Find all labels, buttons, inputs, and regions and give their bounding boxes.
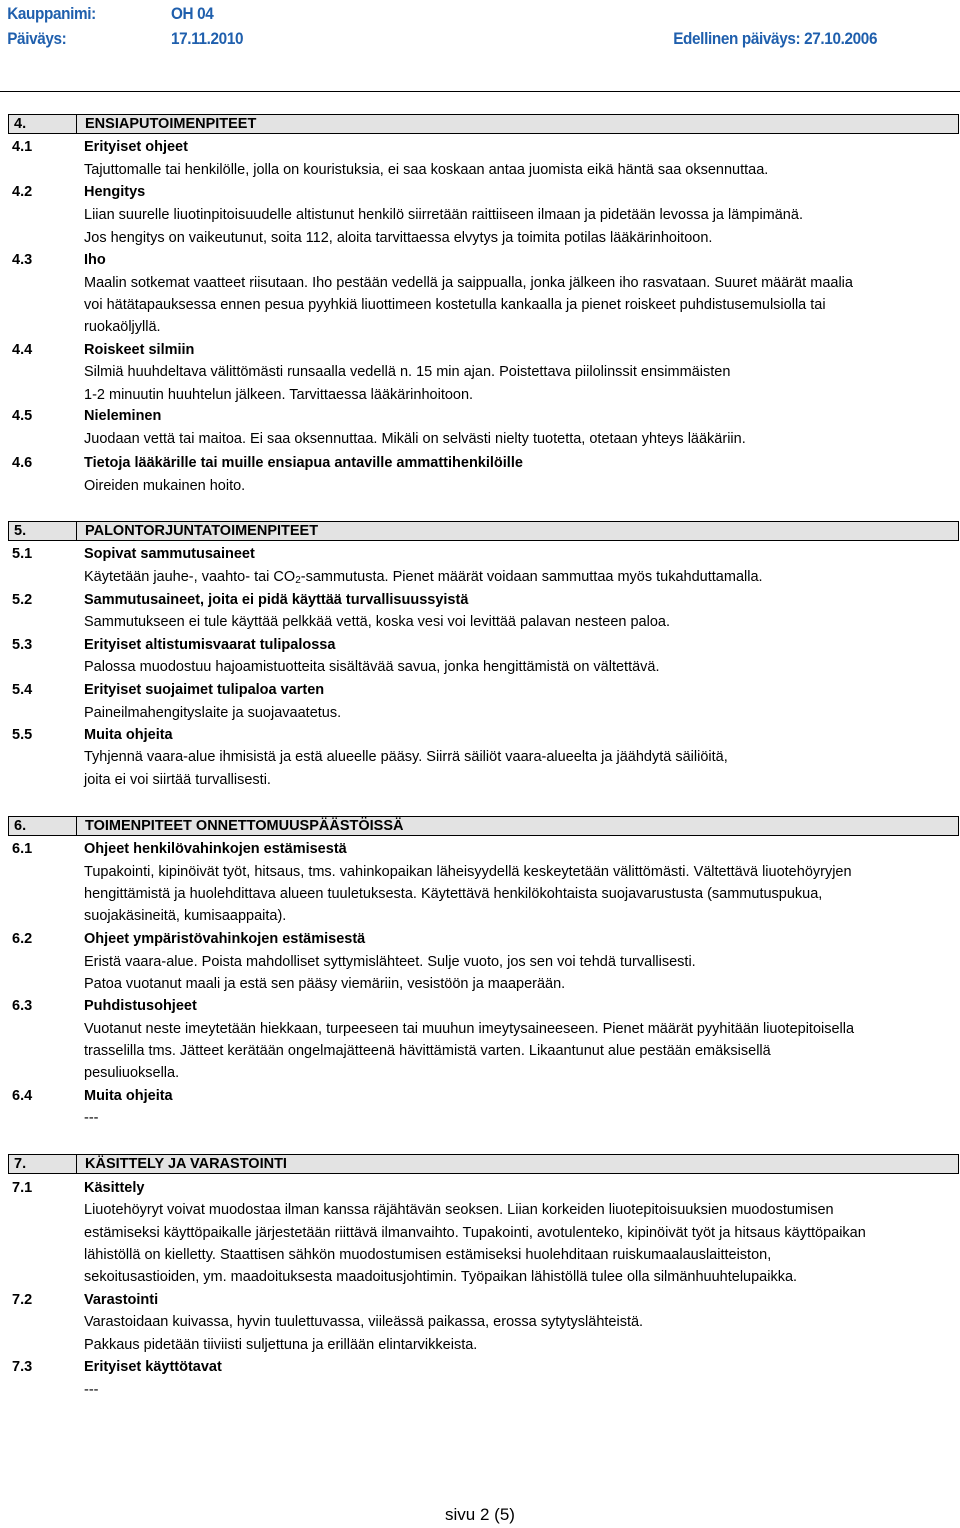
- divider: [76, 1155, 77, 1173]
- text-line: Palossa muodostuu hajoamistuotteita sisältävää savua, jonka hengittämistä on vältettävä.: [84, 659, 660, 675]
- text-line: trasselilla tms. Jätteet kerätään ongelmajätteenä hävittämistä varten. Likaantunut alue pestään emäksisellä: [84, 1043, 771, 1059]
- company-label: Kauppanimi:: [7, 4, 96, 23]
- text-line: 1-2 minuutin huuhtelun jälkeen. Tarvittaessa lääkärinhoitoon.: [84, 387, 474, 403]
- subsection-title: Käsittely: [84, 1180, 145, 1196]
- subsection-title: Sammutusaineet, joita ei pidä käyttää turvallisuussyistä: [84, 592, 469, 608]
- date-value: 17.11.2010: [171, 29, 244, 48]
- text-line: voi hätätapauksessa ennen pesua pyyhkiä liuottimeen kostetulla kankaalla ja pienet roiskeet puhdistusemulsiolla tai: [84, 297, 826, 313]
- page-number: sivu 2 (5): [445, 1505, 515, 1524]
- previous-date: Edellinen päiväys: 27.10.2006: [673, 29, 878, 48]
- subsection-number: 5.2: [12, 592, 33, 608]
- subsection-number: 6.3: [12, 998, 33, 1014]
- subsection-number: 4.5: [12, 408, 33, 424]
- date-label: Päiväys:: [7, 29, 67, 48]
- subsection-title: Hengitys: [84, 184, 146, 200]
- subsection-title: Erityiset altistumisvaarat tulipalossa: [84, 637, 336, 653]
- text-line: estämiseksi käyttöpaikalle järjestetään riittävä ilmanvaihto. Tupakointi, avotulenteko, kipinöivät työt ja hitsaus käyttöpaikan: [84, 1225, 866, 1241]
- subsection-title: Nieleminen: [84, 408, 162, 424]
- subsection-number: 5.1: [12, 546, 33, 562]
- company-value: OH 04: [171, 4, 214, 23]
- subscript: 2: [295, 575, 301, 586]
- section-title: TOIMENPITEET ONNETTOMUUSPÄÄSTÖISSÄ: [85, 818, 404, 834]
- text-line: Patoa vuotanut maali ja estä sen pääsy viemäriin, vesistöön ja maaperään.: [84, 976, 566, 992]
- text-line: pesuliuoksella.: [84, 1065, 180, 1081]
- subsection-number: 4.1: [12, 139, 33, 155]
- subsection-number: 6.1: [12, 841, 33, 857]
- text-line: Vuotanut neste imeytetään hiekkaan, turpeeseen tai muuhun imeytysaineeseen. Pienet määrät pyyhitään liuotepitoisella: [84, 1021, 855, 1037]
- text-line: Varastoidaan kuivassa, hyvin tuulettuvassa, viileässä paikassa, erossa sytytyslähteistä.: [84, 1314, 644, 1330]
- subsection-number: 6.2: [12, 931, 33, 947]
- section-number: 5.: [14, 523, 27, 539]
- divider: [76, 115, 77, 133]
- text-line: Tupakointi, kipinöivät työt, hitsaus, tms. vahinkopaikan läheisyydellä keskeytetään välittömästi. Vältettävä liuotehöyryjen: [84, 864, 852, 880]
- text-line: Silmiä huuhdeltava välittömästi runsaalla vedellä n. 15 min ajan. Poistettava piilolinssit ensimmäisten: [84, 364, 731, 380]
- subsection-title: Varastointi: [84, 1292, 159, 1308]
- text-line: Liuotehöyryt voivat muodostaa ilman kanssa räjähtävän seoksen. Liian korkeiden liuotepitoisuuksien muodostumisen: [84, 1202, 834, 1218]
- header-rule: [0, 91, 960, 92]
- subsection-title: Roiskeet silmiin: [84, 342, 195, 358]
- text-line: Tyhjennä vaara-alue ihmisistä ja estä alueelle pääsy. Siirrä säiliöt vaara-alueelta ja jäähdytä säiliöitä,: [84, 749, 728, 765]
- subsection-title: Erityiset suojaimet tulipaloa varten: [84, 682, 325, 698]
- text-line: ---: [84, 1382, 99, 1398]
- text-line: Juodaan vettä tai maitoa. Ei saa oksennuttaa. Mikäli on selvästi nielty tuotetta, otetaan yhteys lääkäriin.: [84, 431, 746, 447]
- subsection-title: Ohjeet ympäristövahinkojen estämisestä: [84, 931, 366, 947]
- section-number: 7.: [14, 1156, 27, 1172]
- subsection-title: Iho: [84, 252, 106, 268]
- subsection-number: 7.2: [12, 1292, 33, 1308]
- subsection-number: 5.4: [12, 682, 33, 698]
- text-line: Oireiden mukainen hoito.: [84, 478, 246, 494]
- subsection-number: 7.3: [12, 1359, 33, 1375]
- section-7-header: [8, 1154, 959, 1174]
- section-4-header: [8, 114, 959, 134]
- section-title: KÄSITTELY JA VARASTOINTI: [85, 1156, 287, 1172]
- section-title: PALONTORJUNTATOIMENPITEET: [85, 523, 319, 539]
- subsection-number: 5.5: [12, 727, 33, 743]
- text-line: hengittämistä ja huolehdittava alueen tuuletuksesta. Käytettävä henkilökohtaista suojavarustusta (sammutuspukua,: [84, 886, 823, 902]
- text-line: Pakkaus pidetään tiiviisti suljettuna ja erillään elintarvikkeista.: [84, 1337, 478, 1353]
- text-part: Käytetään jauhe-, vaahto- tai CO: [84, 569, 296, 585]
- subsection-title: Muita ohjeita: [84, 1088, 173, 1104]
- text-line: suojakäsineitä, kumisaappaita).: [84, 908, 287, 924]
- text-line: ruokaöljyllä.: [84, 319, 161, 335]
- subsection-number: 6.4: [12, 1088, 33, 1104]
- section-6-header: [8, 816, 959, 836]
- section-5-header: [8, 521, 959, 541]
- text-line: Sammutukseen ei tule käyttää pelkkää vettä, koska vesi voi levittää palavan nesteen paloa.: [84, 614, 670, 630]
- text-line: Eristä vaara-alue. Poista mahdolliset syttymislähteet. Sulje vuoto, jos sen voi tehdä turvallisesti.: [84, 954, 696, 970]
- subsection-title: Puhdistusohjeet: [84, 998, 197, 1014]
- subsection-title: Erityiset käyttötavat: [84, 1359, 222, 1375]
- text-line: Jos hengitys on vaikeutunut, soita 112, aloita tarvittaessa elvytys ja toimita potilas lääkärinhoitoon.: [84, 230, 713, 246]
- subsection-title: Muita ohjeita: [84, 727, 173, 743]
- text-line: joita ei voi siirtää turvallisesti.: [84, 772, 271, 788]
- text-line: Liian suurelle liuotinpitoisuudelle altistunut henkilö siirretään raittiiseen ilmaan ja pidetään levossa ja lämpimänä.: [84, 207, 803, 223]
- text-line: Paineilmahengityslaite ja suojavaatetus.: [84, 705, 342, 721]
- text-line: Maalin sotkemat vaatteet riisutaan. Iho pestään vedellä ja saippualla, jonka jälkeen iho rasvataan. Suuret määrät maalia: [84, 275, 853, 291]
- divider: [76, 817, 77, 835]
- text-line: lähistöllä on kielletty. Staattisen sähkön muodostumisen estämiseksi huolehditaan ruiskumaalauslaitteiston,: [84, 1247, 772, 1263]
- text-line: Tajuttomalle tai henkilölle, jolla on kouristuksia, ei saa koskaan antaa juomista eikä häntä saa oksennuttaa.: [84, 162, 769, 178]
- subsection-number: 5.3: [12, 637, 33, 653]
- text-part: -sammutusta. Pienet määrät voidaan sammuttaa myös tukahduttamalla.: [300, 569, 763, 585]
- document-header: [0, 0, 878, 56]
- subsection-title: Ohjeet henkilövahinkojen estämisestä: [84, 841, 347, 857]
- subsection-number: 4.4: [12, 342, 33, 358]
- section-title: ENSIAPUTOIMENPITEET: [85, 116, 257, 132]
- section-number: 6.: [14, 818, 27, 834]
- section-number: 4.: [14, 116, 27, 132]
- divider: [76, 522, 77, 540]
- subsection-title: Erityiset ohjeet: [84, 139, 188, 155]
- text-line: sekoitusastioiden, ym. maadoituksesta maadoitusjohtimin. Työpaikan lähistöllä tulee olla silmänhuuhtelupaikka.: [84, 1269, 798, 1285]
- subsection-number: 4.6: [12, 455, 33, 471]
- subsection-number: 4.2: [12, 184, 33, 200]
- subsection-title: Tietoja lääkärille tai muille ensiapua antaville ammattihenkilöille: [84, 455, 523, 471]
- subsection-number: 4.3: [12, 252, 33, 268]
- text-line: ---: [84, 1110, 99, 1126]
- subsection-title: Sopivat sammutusaineet: [84, 546, 255, 562]
- subsection-number: 7.1: [12, 1180, 33, 1196]
